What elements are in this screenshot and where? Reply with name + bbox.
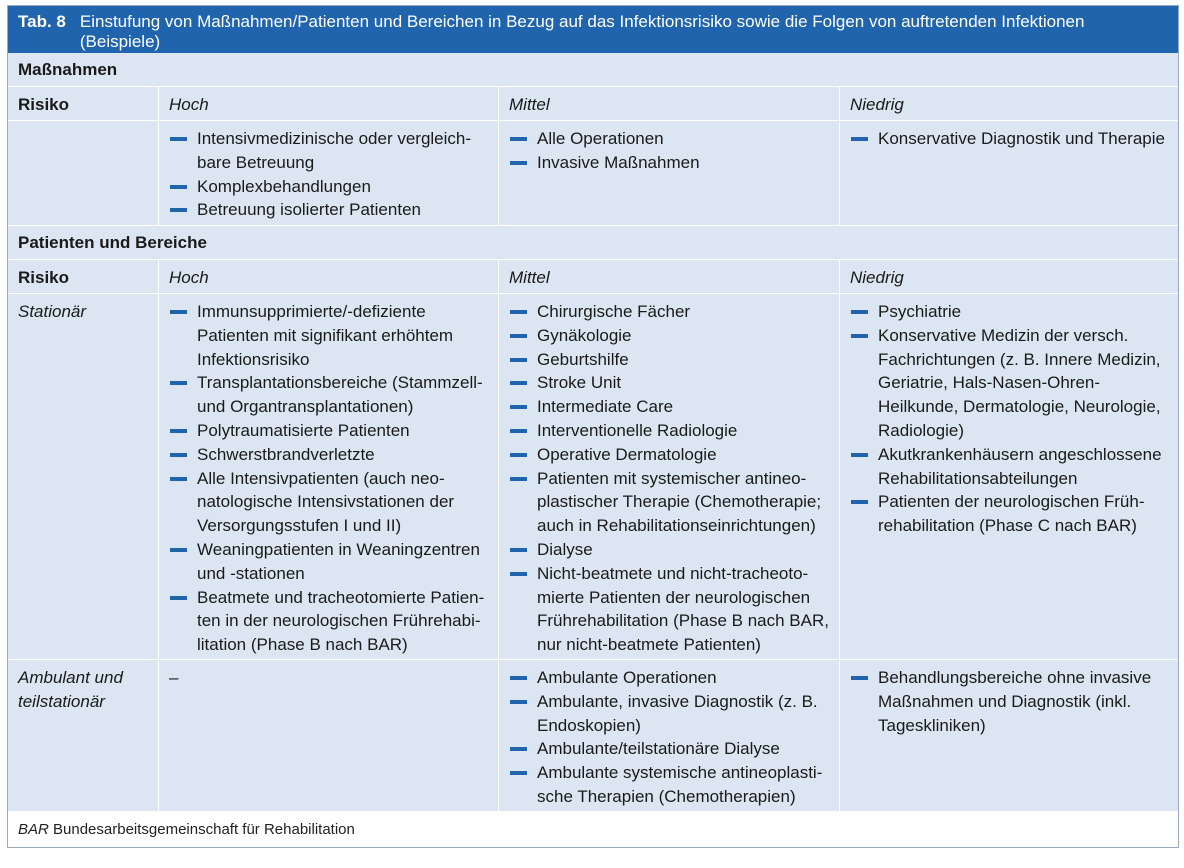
list-item: Psychiatrie — [850, 300, 1168, 324]
risk-medium-header: Mittel — [498, 87, 839, 120]
table-number: Tab. 8 — [18, 12, 66, 31]
list-item: Stroke Unit — [509, 371, 829, 395]
massnahmen-high-list — [169, 127, 488, 222]
stationaer-low — [839, 294, 1178, 659]
row-label-stationaer: Stationär — [18, 302, 87, 321]
stationaer-medium-list — [509, 300, 829, 657]
table-caption: Einstufung von Maßnahmen/Patienten und Bereichen in Bezug auf das Infektionsrisiko sowie die Folgen von auftretenden Infektionen (Beispiele) — [79, 12, 1085, 51]
list-item: Betreuung isolierter Patienten — [169, 198, 488, 222]
table — [7, 5, 1179, 848]
risk-label: Risiko — [18, 95, 70, 114]
list-item: Konservative Medizin der versch. Fachrichtungen (z. B. Innere Medizin, Geriatrie, Hals-Nasen-Ohren-Heilkunde, Dermatologie, Neurologie, Radiologie) — [850, 324, 1168, 443]
stationaer-low-list — [850, 300, 1168, 538]
list-item: Patienten der neurologischen Frührehabilitation (Phase C nach BAR) — [850, 490, 1168, 538]
section-heading-patienten: Patienten und Bereiche — [8, 226, 1178, 260]
list-item: Gynäkologie — [509, 324, 829, 348]
list-item: Invasive Maßnahmen — [509, 151, 829, 175]
list-item: Ambulante Operationen — [509, 666, 829, 690]
list-item: Konservative Diagnostik und Therapie — [850, 127, 1168, 151]
stationaer-high-list — [169, 300, 488, 657]
ambulant-medium-list — [509, 666, 829, 809]
row-label-ambulant: Ambulant und teilstationär — [18, 668, 123, 711]
list-item: Geburtshilfe — [509, 348, 829, 372]
list-item: Chirurgische Fächer — [509, 300, 829, 324]
list-item: Ambulante/teilstationäre Dialyse — [509, 737, 829, 761]
list-item: Patienten mit systemischer antineoplastischer Therapie (Chemotherapie; auch in Rehabilitationseinrichtungen) — [509, 467, 829, 538]
ambulant-low-list — [850, 666, 1168, 737]
list-item: Alle Operationen — [509, 127, 829, 151]
list-item: Weaningpatienten in Weaningzentren und -stationen — [169, 538, 488, 586]
risk-high-header: Hoch — [158, 260, 498, 293]
risk-high-header: Hoch — [158, 87, 498, 120]
header-row-patienten — [8, 260, 1178, 294]
list-item: Transplantationsbereiche (Stammzell- und Organtransplantationen) — [169, 371, 488, 419]
risk-label: Risiko — [18, 268, 70, 287]
header-row-massnahmen — [8, 87, 1178, 121]
list-item: Beatmete und tracheotomierte Patienten in der neurologischen Frührehabilitation (Phase B nach BAR) — [169, 586, 488, 657]
list-item: Schwerstbrandverletzte — [169, 443, 488, 467]
table-title — [8, 6, 1178, 53]
list-item: Intensivmedizinische oder vergleichbare Betreuung — [169, 127, 488, 175]
row-label-empty — [8, 121, 158, 225]
ambulant-medium — [498, 660, 839, 811]
footnote-text: Bundesarbeitsgemeinschaft für Rehabilitation — [53, 821, 355, 838]
list-item: Behandlungsbereiche ohne invasive Maßnahmen und Diagnostik (inkl. Tageskliniken) — [850, 666, 1168, 737]
row-stationaer — [8, 294, 1178, 660]
list-item: Ambulante systemische antineoplastische Therapien (Chemotherapien) — [509, 761, 829, 809]
risk-medium-header: Mittel — [498, 260, 839, 293]
row-massnahmen — [8, 121, 1178, 226]
list-item: Dialyse — [509, 538, 829, 562]
list-item: Operative Dermatologie — [509, 443, 829, 467]
list-item: Immunsupprimierte/-defiziente Patienten mit signifikant erhöhtem Infektionsrisiko — [169, 300, 488, 371]
list-item: Interventionelle Radiologie — [509, 419, 829, 443]
row-ambulant — [8, 660, 1178, 812]
massnahmen-high — [158, 121, 498, 225]
ambulant-high: – — [158, 660, 498, 811]
footnote-abbreviation: BAR — [18, 821, 49, 838]
list-item: Komplexbehandlungen — [169, 175, 488, 199]
risk-low-header: Niedrig — [839, 260, 1178, 293]
list-item: Alle Intensivpatienten (auch neonatologische Intensivstationen der Versorgungsstufen I und II) — [169, 467, 488, 538]
list-item: Polytraumatisierte Patienten — [169, 419, 488, 443]
stationaer-high — [158, 294, 498, 659]
list-item: Akutkrankenhäusern angeschlossene Rehabilitationsabteilungen — [850, 443, 1168, 491]
ambulant-low — [839, 660, 1178, 811]
risk-low-header: Niedrig — [839, 87, 1178, 120]
massnahmen-low — [839, 121, 1178, 225]
footnote — [8, 812, 1178, 847]
section-heading-massnahmen: Maßnahmen — [8, 53, 1178, 87]
massnahmen-medium-list — [509, 127, 829, 175]
massnahmen-medium — [498, 121, 839, 225]
list-item: Nicht-beatmete und nicht-tracheotomierte Patienten der neurologischen Frührehabilitation (Phase B nach BAR, nur nicht-beatmete Patienten) — [509, 562, 829, 657]
massnahmen-low-list — [850, 127, 1168, 151]
stationaer-medium — [498, 294, 839, 659]
list-item: Ambulante, invasive Diagnostik (z. B. Endoskopien) — [509, 690, 829, 738]
list-item: Intermediate Care — [509, 395, 829, 419]
